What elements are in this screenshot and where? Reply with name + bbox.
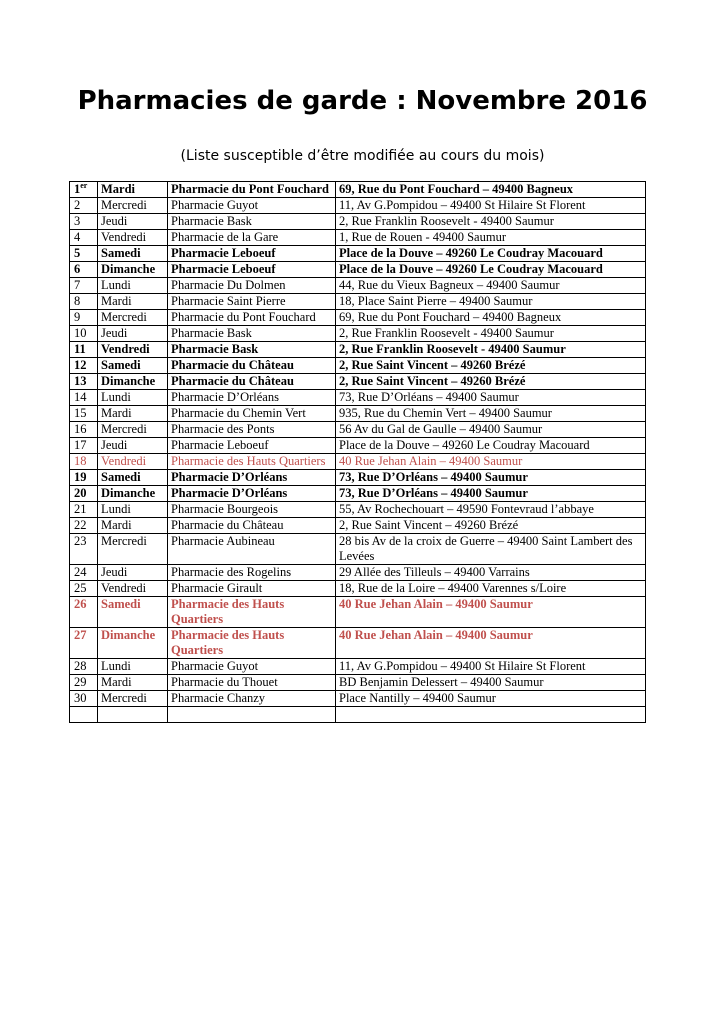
day-number: 14 [74, 390, 87, 404]
pharmacy-name-cell: Pharmacie Bask [168, 326, 336, 342]
weekday-cell: Mardi [98, 518, 168, 534]
address-cell: 2, Rue Saint Vincent – 49260 Brézé [336, 358, 646, 374]
day-number-cell [70, 198, 98, 214]
day-number-cell [70, 246, 98, 262]
weekday-cell: Jeudi [98, 438, 168, 454]
table-row [70, 230, 646, 246]
address-cell: 40 Rue Jehan Alain – 49400 Saumur [336, 628, 646, 659]
day-number: 11 [74, 342, 86, 356]
day-number: 24 [74, 565, 87, 579]
day-number-cell [70, 502, 98, 518]
pharmacy-name-cell: Pharmacie du Chemin Vert [168, 406, 336, 422]
pharmacy-name-cell: Pharmacie Saint Pierre [168, 294, 336, 310]
pharmacy-name-cell: Pharmacie du Pont Fouchard [168, 182, 336, 198]
pharmacy-name-cell: Pharmacie D’Orléans [168, 390, 336, 406]
table-row [70, 198, 646, 214]
pharmacy-name-cell: Pharmacie du Château [168, 358, 336, 374]
weekday-cell: Vendredi [98, 342, 168, 358]
day-number: 13 [74, 374, 87, 388]
weekday-cell: Mercredi [98, 691, 168, 707]
pharmacy-name-cell: Pharmacie des Hauts Quartiers [168, 628, 336, 659]
day-number-cell [70, 628, 98, 659]
day-number-cell [70, 406, 98, 422]
empty-cell [98, 707, 168, 723]
pharmacy-name-cell: Pharmacie D’Orléans [168, 470, 336, 486]
table-row [70, 390, 646, 406]
address-cell: 69, Rue du Pont Fouchard – 49400 Bagneux [336, 310, 646, 326]
day-number-cell [70, 486, 98, 502]
schedule-table-body [70, 182, 646, 723]
address-cell: 1, Rue de Rouen - 49400 Saumur [336, 230, 646, 246]
empty-cell [168, 707, 336, 723]
day-number: 7 [74, 278, 81, 292]
weekday-cell: Vendredi [98, 581, 168, 597]
day-number-cell [70, 470, 98, 486]
day-number-cell [70, 310, 98, 326]
address-cell: 40 Rue Jehan Alain – 49400 Saumur [336, 597, 646, 628]
day-number-cell [70, 454, 98, 470]
address-cell: 935, Rue du Chemin Vert – 49400 Saumur [336, 406, 646, 422]
table-row [70, 358, 646, 374]
weekday-cell: Dimanche [98, 628, 168, 659]
table-row [70, 278, 646, 294]
address-cell: 29 Allée des Tilleuls – 49400 Varrains [336, 565, 646, 581]
weekday-cell: Mardi [98, 182, 168, 198]
table-row [70, 214, 646, 230]
day-number-cell [70, 294, 98, 310]
day-number-cell [70, 262, 98, 278]
weekday-cell: Dimanche [98, 486, 168, 502]
address-cell: 11, Av G.Pompidou – 49400 St Hilaire St Florent [336, 659, 646, 675]
table-row [70, 534, 646, 565]
table-row [70, 502, 646, 518]
day-number-cell [70, 358, 98, 374]
weekday-cell: Samedi [98, 246, 168, 262]
table-row [70, 581, 646, 597]
day-number: 9 [74, 310, 81, 324]
pharmacy-name-cell: Pharmacie du Thouet [168, 675, 336, 691]
address-cell: Place de la Douve – 49260 Le Coudray Macouard [336, 246, 646, 262]
pharmacy-name-cell: Pharmacie Aubineau [168, 534, 336, 565]
weekday-cell: Vendredi [98, 454, 168, 470]
day-number: 26 [74, 597, 87, 611]
day-number-cell [70, 374, 98, 390]
address-cell: 2, Rue Saint Vincent – 49260 Brézé [336, 374, 646, 390]
day-number-cell [70, 390, 98, 406]
day-number-cell [70, 675, 98, 691]
day-number: 23 [74, 534, 87, 548]
day-number: 29 [74, 675, 87, 689]
day-number-cell [70, 659, 98, 675]
address-cell: Place de la Douve – 49260 Le Coudray Macouard [336, 438, 646, 454]
table-row [70, 438, 646, 454]
day-number: 8 [74, 294, 81, 308]
address-cell: 69, Rue du Pont Fouchard – 49400 Bagneux [336, 182, 646, 198]
schedule-table [69, 181, 646, 723]
weekday-cell: Samedi [98, 597, 168, 628]
empty-cell [70, 707, 98, 723]
page-title: Pharmacies de garde : Novembre 2016 [77, 86, 648, 116]
day-number-cell [70, 581, 98, 597]
address-cell: 73, Rue D’Orléans – 49400 Saumur [336, 486, 646, 502]
address-cell: 2, Rue Franklin Roosevelt - 49400 Saumur [336, 342, 646, 358]
table-row [70, 182, 646, 198]
address-cell: 55, Av Rochechouart – 49590 Fontevraud l’abbaye [336, 502, 646, 518]
day-number: 10 [74, 326, 87, 340]
address-cell: Place de la Douve – 49260 Le Coudray Macouard [336, 262, 646, 278]
pharmacy-name-cell: Pharmacie des Ponts [168, 422, 336, 438]
day-number: 28 [74, 659, 87, 673]
day-number-cell [70, 230, 98, 246]
day-number: 30 [74, 691, 87, 705]
day-number: 2 [74, 198, 81, 212]
weekday-cell: Dimanche [98, 262, 168, 278]
address-cell: 56 Av du Gal de Gaulle – 49400 Saumur [336, 422, 646, 438]
address-cell: 2, Rue Saint Vincent – 49260 Brézé [336, 518, 646, 534]
day-number-cell [70, 518, 98, 534]
weekday-cell: Mercredi [98, 422, 168, 438]
pharmacy-name-cell: Pharmacie Guyot [168, 198, 336, 214]
weekday-cell: Samedi [98, 358, 168, 374]
weekday-cell: Lundi [98, 659, 168, 675]
day-number-cell [70, 438, 98, 454]
address-cell: 73, Rue D’Orléans – 49400 Saumur [336, 390, 646, 406]
table-row [70, 374, 646, 390]
day-number-cell [70, 214, 98, 230]
empty-cell [336, 707, 646, 723]
weekday-cell: Mardi [98, 294, 168, 310]
pharmacy-name-cell: Pharmacie Du Dolmen [168, 278, 336, 294]
weekday-cell: Samedi [98, 470, 168, 486]
table-row [70, 565, 646, 581]
table-row [70, 294, 646, 310]
page-subtitle: (Liste susceptible d’être modifiée au cours du mois) [180, 148, 545, 164]
pharmacy-name-cell: Pharmacie Bask [168, 342, 336, 358]
table-row [70, 454, 646, 470]
address-cell: 28 bis Av de la croix de Guerre – 49400 Saint Lambert des Levées [336, 534, 646, 565]
table-row [70, 422, 646, 438]
pharmacy-name-cell: Pharmacie du Château [168, 374, 336, 390]
pharmacy-name-cell: Pharmacie des Hauts Quartiers [168, 597, 336, 628]
table-row [70, 310, 646, 326]
day-number: 18 [74, 454, 87, 468]
day-number-cell [70, 422, 98, 438]
day-number: 22 [74, 518, 87, 532]
pharmacy-name-cell: Pharmacie du Château [168, 518, 336, 534]
table-row [70, 342, 646, 358]
pharmacy-name-cell: Pharmacie Bourgeois [168, 502, 336, 518]
table-row [70, 262, 646, 278]
weekday-cell: Mardi [98, 675, 168, 691]
pharmacy-name-cell: Pharmacie Leboeuf [168, 262, 336, 278]
address-cell: 73, Rue D’Orléans – 49400 Saumur [336, 470, 646, 486]
address-cell: 18, Place Saint Pierre – 49400 Saumur [336, 294, 646, 310]
address-cell: Place Nantilly – 49400 Saumur [336, 691, 646, 707]
address-cell: 2, Rue Franklin Roosevelt - 49400 Saumur [336, 326, 646, 342]
ordinal-suffix: er [80, 181, 88, 190]
pharmacy-name-cell: Pharmacie Bask [168, 214, 336, 230]
weekday-cell: Lundi [98, 390, 168, 406]
pharmacy-name-cell: Pharmacie Leboeuf [168, 246, 336, 262]
table-row [70, 659, 646, 675]
day-number: 6 [74, 262, 81, 276]
pharmacy-name-cell: Pharmacie Guyot [168, 659, 336, 675]
pharmacy-name-cell: Pharmacie Chanzy [168, 691, 336, 707]
day-number: 20 [74, 486, 87, 500]
weekday-cell: Lundi [98, 278, 168, 294]
day-number-cell [70, 342, 98, 358]
day-number: 5 [74, 246, 81, 260]
table-row [70, 675, 646, 691]
pharmacy-name-cell: Pharmacie du Pont Fouchard [168, 310, 336, 326]
address-cell: 2, Rue Franklin Roosevelt - 49400 Saumur [336, 214, 646, 230]
day-number: 16 [74, 422, 87, 436]
address-cell: 18, Rue de la Loire – 49400 Varennes s/Loire [336, 581, 646, 597]
weekday-cell: Dimanche [98, 374, 168, 390]
table-row [70, 628, 646, 659]
table-row [70, 691, 646, 707]
day-number: 27 [74, 628, 87, 642]
day-number: 12 [74, 358, 87, 372]
weekday-cell: Mardi [98, 406, 168, 422]
pharmacy-name-cell: Pharmacie Leboeuf [168, 438, 336, 454]
address-cell: 40 Rue Jehan Alain – 49400 Saumur [336, 454, 646, 470]
table-row [70, 470, 646, 486]
address-cell: BD Benjamin Delessert – 49400 Saumur [336, 675, 646, 691]
day-number: 3 [74, 214, 81, 228]
day-number-cell [70, 597, 98, 628]
day-number: 17 [74, 438, 87, 452]
pharmacy-name-cell: Pharmacie D’Orléans [168, 486, 336, 502]
pharmacy-name-cell: Pharmacie des Rogelins [168, 565, 336, 581]
pharmacy-name-cell: Pharmacie des Hauts Quartiers [168, 454, 336, 470]
weekday-cell: Vendredi [98, 230, 168, 246]
table-row [70, 597, 646, 628]
weekday-cell: Jeudi [98, 565, 168, 581]
weekday-cell: Mercredi [98, 198, 168, 214]
weekday-cell: Jeudi [98, 326, 168, 342]
table-row [70, 518, 646, 534]
pharmacy-name-cell: Pharmacie Girault [168, 581, 336, 597]
day-number: 4 [74, 230, 81, 244]
weekday-cell: Mercredi [98, 534, 168, 565]
day-number-cell [70, 326, 98, 342]
day-number-cell [70, 534, 98, 565]
pharmacy-name-cell: Pharmacie de la Gare [168, 230, 336, 246]
day-number: 19 [74, 470, 87, 484]
day-number-cell [70, 691, 98, 707]
day-number: 21 [74, 502, 87, 516]
day-number-cell [70, 278, 98, 294]
day-number-cell [70, 565, 98, 581]
table-row [70, 486, 646, 502]
weekday-cell: Jeudi [98, 214, 168, 230]
weekday-cell: Mercredi [98, 310, 168, 326]
empty-table-row [70, 707, 646, 723]
day-number-cell [70, 182, 98, 198]
address-cell: 44, Rue du Vieux Bagneux – 49400 Saumur [336, 278, 646, 294]
address-cell: 11, Av G.Pompidou – 49400 St Hilaire St Florent [336, 198, 646, 214]
table-row [70, 246, 646, 262]
day-number: 1 [74, 182, 81, 196]
day-number: 15 [74, 406, 87, 420]
weekday-cell: Lundi [98, 502, 168, 518]
day-number: 25 [74, 581, 87, 595]
table-row [70, 326, 646, 342]
table-row [70, 406, 646, 422]
